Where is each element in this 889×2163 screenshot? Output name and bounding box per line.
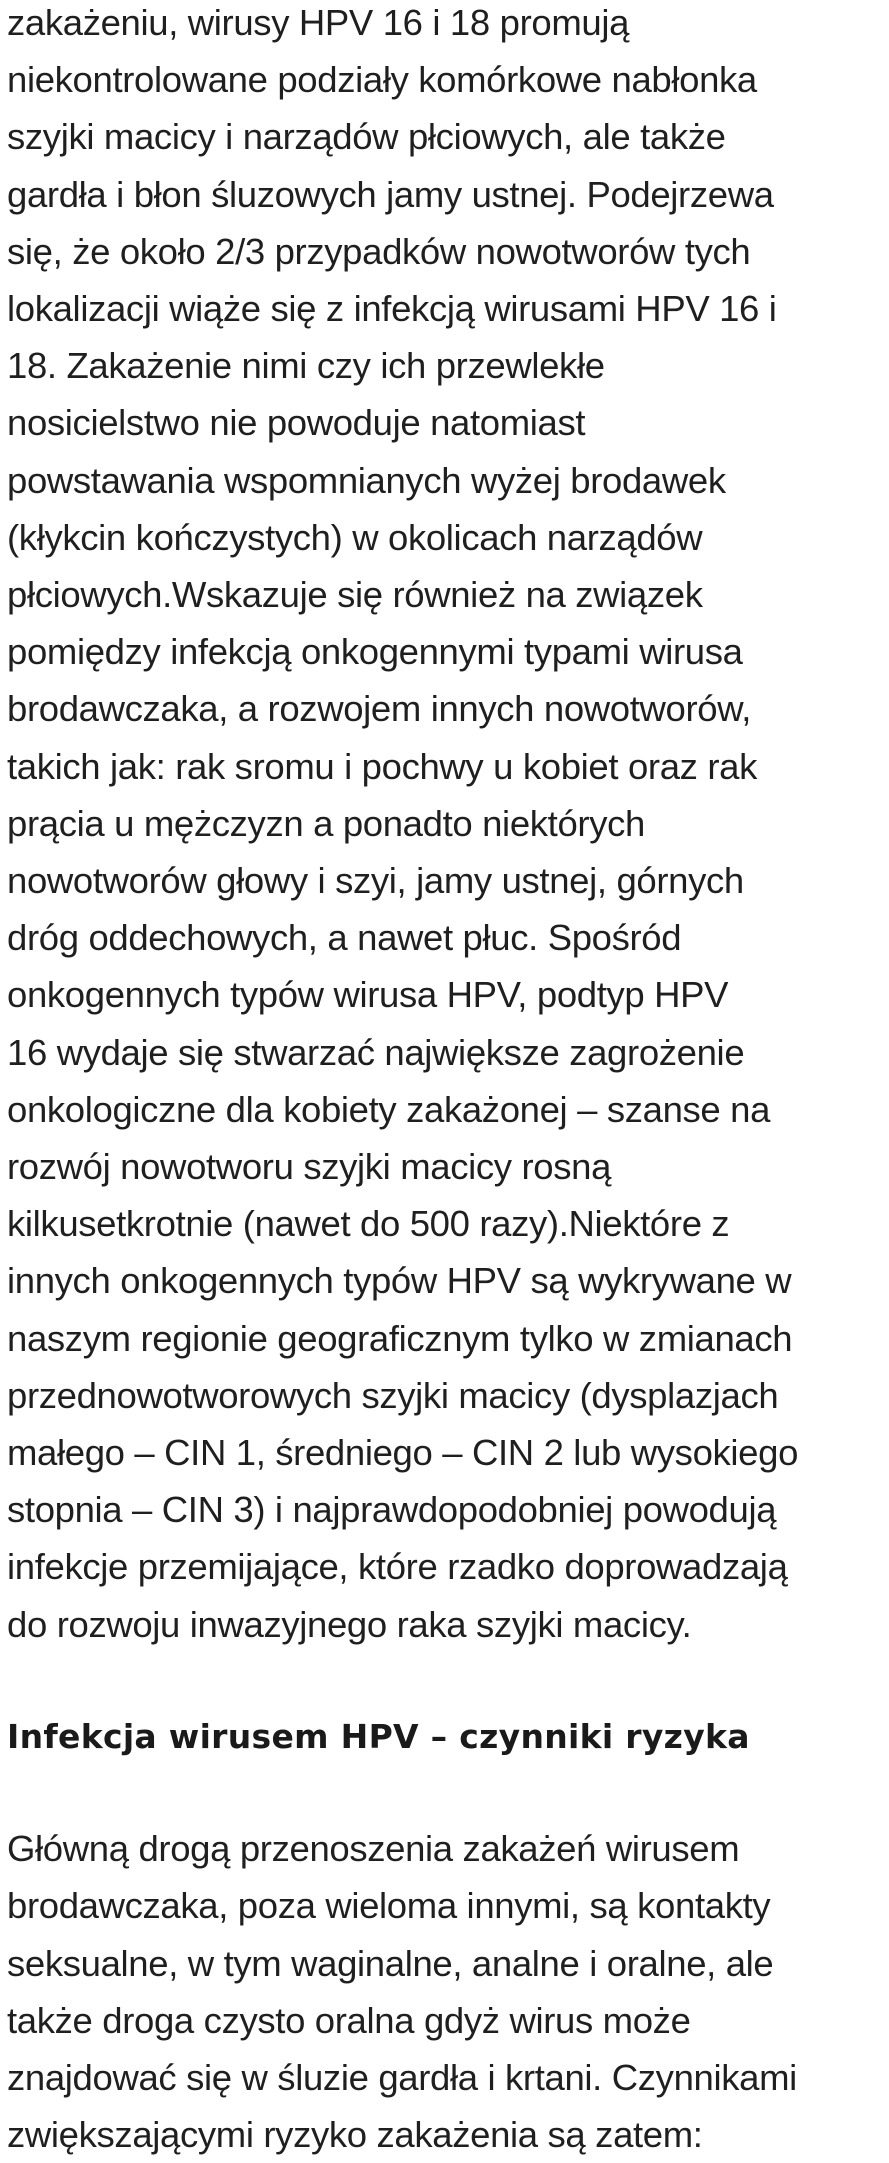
article-body — [7, 0, 885, 2163]
article-paragraph-hpv-oncogenic: zakażeniu, wirusy HPV 16 i 18 promują niekontrolowane podziały komórkowe nabłonka szyjki macicy i narządów płciowych, ale także gardła i błon śluzowych jamy ustnej. Podejrzewa się, że około 2/3 przypadków nowotworów tych lokalizacji wiąże się z infekcją wirusami HPV 16 i 18. Zakażenie nimi czy ich przewlekłe nosicielstwo nie powoduje natomiast powstawania wspomnianych wyżej brodawek (kłykcin kończystych) w okolicach narządów płciowych.Wskazuje się również na związek pomiędzy infekcją onkogennymi typami wirusa brodawczaka, a rozwojem innych nowotworów, takich jak: rak sromu i pochwy u kobiet oraz rak prącia u mężczyzn a ponadto niektórych nowotworów głowy i szyi, jamy ustnej, górnych dróg oddechowych, a nawet płuc. Spośród onkogennych typów wirusa HPV, podtyp HPV 16 wydaje się stwarzać największe zagrożenie onkologiczne dla kobiety zakażonej – szanse na rozwój nowotworu szyjki macicy rosną kilkusetkrotnie (nawet do 500 razy).Niektóre z innych onkogennych typów HPV są wykrywane w naszym regionie geograficznym tylko w zmianach przednowotworowych szyjki macicy (dysplazjach małego – CIN 1, średniego – CIN 2 lub wysokiego stopnia – CIN 3) i najprawdopodobniej powodują infekcje przemijające, które rzadko doprowadzają do rozwoju inwazyjnego raka szyjki macicy. — [7, 2, 799, 1645]
section-heading-risk-factors: Infekcja wirusem HPV – czynniki ryzyka — [7, 1716, 750, 1756]
article-paragraph-transmission: Główną drogą przenoszenia zakażeń wirusem brodawczaka, poza wieloma innymi, są kontakty seksualne, w tym waginalne, analne i oralne, ale także droga czysto oralna gdyż wirus może znajdować się w śluzie gardła i krtani. Czynnikami zwiększającymi ryzyko zakażenia są zatem: — [7, 1828, 797, 2156]
